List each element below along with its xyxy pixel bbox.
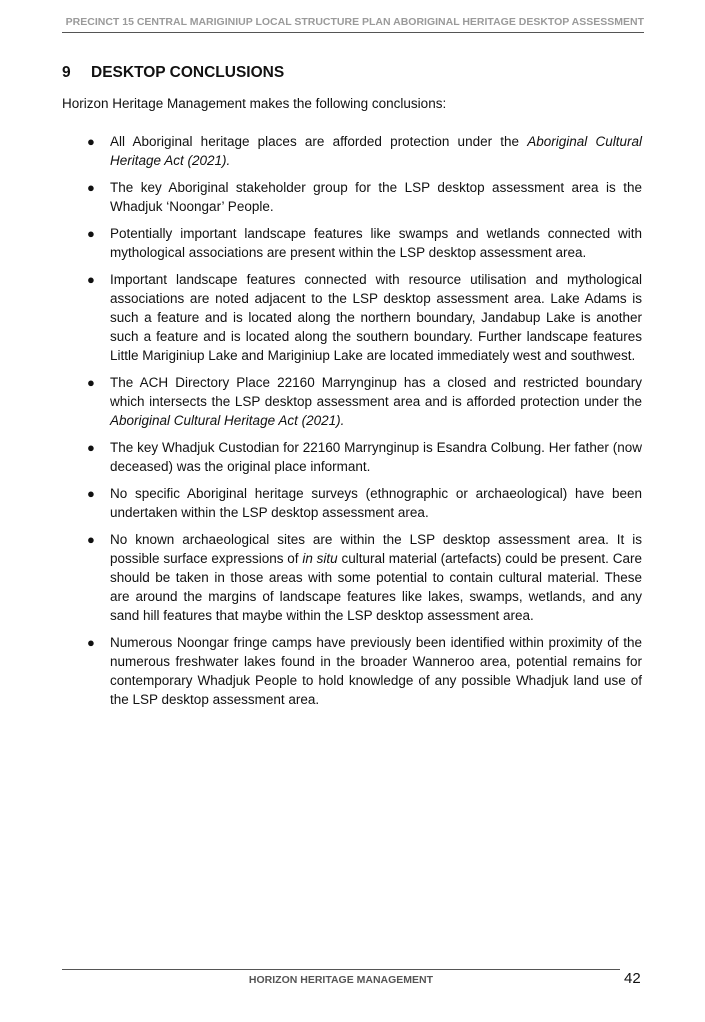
conclusion-item: [62, 438, 642, 476]
conclusion-text: Important landscape features connected with resource utilisation and mythological associations are noted adjacent to the LSP desktop assessment area. Lake Adams is such a feature and is located along the northern boundary, Jandabup Lake is another such a feature and is located along the southern boundary. Further landscape features Little Mariginiup Lake and Mariginiup Lake are located immediately west and southwest.: [110, 272, 642, 363]
bullet-icon: ●: [87, 180, 95, 195]
footer-company: HORIZON HERITAGE MANAGEMENT: [248, 974, 434, 986]
footer-rule: [62, 969, 620, 970]
intro-paragraph: Horizon Heritage Management makes the following conclusions:: [62, 96, 447, 111]
running-header: PRECINCT 15 CENTRAL MARIGINIUP LOCAL STRUCTURE PLAN ABORIGINAL HERITAGE DESKTOP ASSESSMENT: [65, 16, 644, 28]
conclusion-italic-text: in situ: [302, 551, 338, 566]
conclusion-italic-text: Aboriginal Cultural Heritage Act (2021).: [110, 134, 643, 168]
bullet-icon: ●: [87, 226, 95, 241]
conclusion-text: The ACH Directory Place 22160 Marrynginup has a closed and restricted boundary which intersects the LSP desktop assessment area and is afforded protection under the: [110, 375, 642, 409]
section-heading: [62, 64, 284, 82]
section-number: 9: [62, 64, 71, 81]
header-rule: [62, 32, 644, 33]
conclusion-text: Numerous Noongar fringe camps have previously been identified within proximity of the numerous freshwater lakes found in the broader Wanneroo area, potential remains for contemporary Whadjuk People to hold knowledge of any possible Whadjuk land use of the LSP desktop assessment area.: [110, 635, 642, 707]
conclusions-list: [62, 132, 642, 717]
bullet-icon: ●: [87, 375, 95, 390]
conclusion-text: No known archaeological sites are within the LSP desktop assessment area. It is possible surface expressions of: [110, 532, 642, 566]
conclusion-item: [62, 132, 642, 170]
bullet-icon: ●: [87, 486, 95, 501]
conclusion-item: [62, 530, 642, 625]
conclusion-item: [62, 178, 642, 216]
conclusion-item: [62, 224, 642, 262]
bullet-icon: ●: [87, 134, 95, 149]
page-number: 42: [624, 970, 641, 987]
bullet-icon: ●: [87, 532, 95, 547]
conclusion-item: [62, 270, 642, 365]
conclusion-italic-text: Aboriginal Cultural Heritage Act (2021).: [110, 413, 345, 428]
section-title: DESKTOP CONCLUSIONS: [91, 64, 285, 81]
bullet-icon: ●: [87, 272, 95, 287]
conclusion-text: The key Aboriginal stakeholder group for the LSP desktop assessment area is the Whadjuk ‘Noongar’ People.: [110, 180, 642, 214]
bullet-icon: ●: [87, 635, 95, 650]
conclusion-text: cultural material (artefacts) could be present. Care should be taken in those areas with some potential to contain cultural material. These are around the margins of landscape features like lakes, swamps, wetlands, and any sand hill features that maybe within the LSP desktop assessment area.: [110, 551, 642, 623]
conclusion-text: Potentially important landscape features like swamps and wetlands connected with mythological associations are present within the LSP desktop assessment area.: [110, 226, 642, 260]
conclusion-item: [62, 373, 642, 430]
conclusion-item: [62, 633, 642, 709]
conclusion-text: No specific Aboriginal heritage surveys (ethnographic or archaeological) have been undertaken within the LSP desktop assessment area.: [110, 486, 642, 520]
conclusion-item: [62, 484, 642, 522]
bullet-icon: ●: [87, 440, 95, 455]
conclusion-text: All Aboriginal heritage places are afforded protection under the: [110, 134, 528, 149]
conclusion-text: The key Whadjuk Custodian for 22160 Marrynginup is Esandra Colbung. Her father (now deceased) was the original place informant.: [110, 440, 642, 474]
